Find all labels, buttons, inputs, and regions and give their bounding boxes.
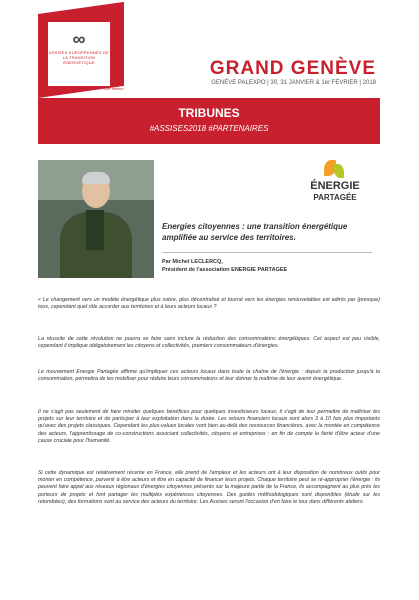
infinity-icon: ∞ xyxy=(72,29,86,49)
event-title: GRAND GENÈVE xyxy=(209,58,376,79)
section-title: TRIBUNES xyxy=(178,106,240,120)
paragraph: « Le changement vers un modèle énergétique plus sobre, plus décentralisé et tourné vers les énergies renouvelables est admis par (presque) tous, cependant quel rôle accorder aux territoires et à leurs acteurs locaux ? xyxy=(38,297,380,311)
hashtags: #ASSISES2018 #PARTENAIRES xyxy=(149,124,269,133)
event-logo-text: ASSISES EUROPÉENNES DE LA TRANSITION ÉNERGÉTIQUE xyxy=(49,50,109,65)
author-block xyxy=(162,258,372,274)
energie-partagee-logo xyxy=(300,160,370,220)
event-subtitle: GENÈVE PALEXPO | 30, 31 JANVIER & 1er FÉVRIER | 2018 xyxy=(211,80,376,86)
author-name: Par Michel LECLERCQ, xyxy=(162,259,223,265)
paragraph: La réussite de cette révolution ne pourra se faire sans inclure la réduction des consommations énergétiques. Cet aspect est peu visible, cependant il implique obligatoirement les citoyens et collectivités, premiers consommateurs d'énergies. xyxy=(38,336,380,350)
paragraph: Il ne s'agit pas seulement de faire miroiter quelques bénéfices pour quelques investisseurs locaux, il s'agit de leur permettre de maîtriser les projets sur leur territoire et de participer à leur exploitation dans la durée. Les retours financiers locaux sont alors 3 à 10 fois plus importants qu'avec des projets classiques. Cependant les plus-values locales vont bien au-delà des ressources financières, avec la montée en compétence des acteurs, l'apprentissage de co-constructions associant collectivités, citoyens et entreprises : en fin de compte la fierté d'être acteur d'une cause cruciale pour l'humanité. xyxy=(38,409,380,444)
author-role: Président de l'association ENERGIE PARTAGEE xyxy=(162,267,288,273)
divider xyxy=(162,252,372,253)
article-headline: Energies citoyennes : une transition énergétique amplifiée au service des territoires. xyxy=(162,222,348,242)
author-photo xyxy=(38,160,154,278)
paragraph: Le mouvement Energie Partagée affirme qu'impliquer ces acteurs locaux dans toute la chaîne de l'énergie : depuis la production jusqu'à la consommation, permettra de les mobiliser pour réduire leurs consommations et leur donner la maîtrise de leur avenir énergétique. xyxy=(38,369,380,383)
edition-label: 19e édition xyxy=(104,86,124,91)
leaf-icon xyxy=(334,164,344,178)
photo-hair xyxy=(82,172,110,184)
paragraph: Si cette dynamique est relativement récente en France, elle prend de l'ampleur et les acteurs ont à leur disposition de nombreux outils pour monter en compétence, parvenir à être acteurs et être en capacité de financer leurs projets. Chaque territoire peut se ré-approprier l'énergie : ils peuvent faire appel aux réseaux régionaux d'énergies citoyennes présents sur la majeure partie de la France, ils accompagnent au plus près les porteurs de projets et font partager les multiples expériences citoyennes. Des guides méthodologiques sont disponibles (étude sur les retombées), des formations sont au service des acteurs du territoire. Les Assises seront l'occasion d'en faire le tour dans différents ateliers. xyxy=(38,470,380,505)
partner-logo-line2: PARTAGÉE xyxy=(313,193,357,202)
event-logo xyxy=(48,22,110,86)
partner-logo-line1: ÉNERGIE xyxy=(310,180,360,192)
photo-shirt xyxy=(86,210,104,250)
section-band xyxy=(38,98,380,144)
